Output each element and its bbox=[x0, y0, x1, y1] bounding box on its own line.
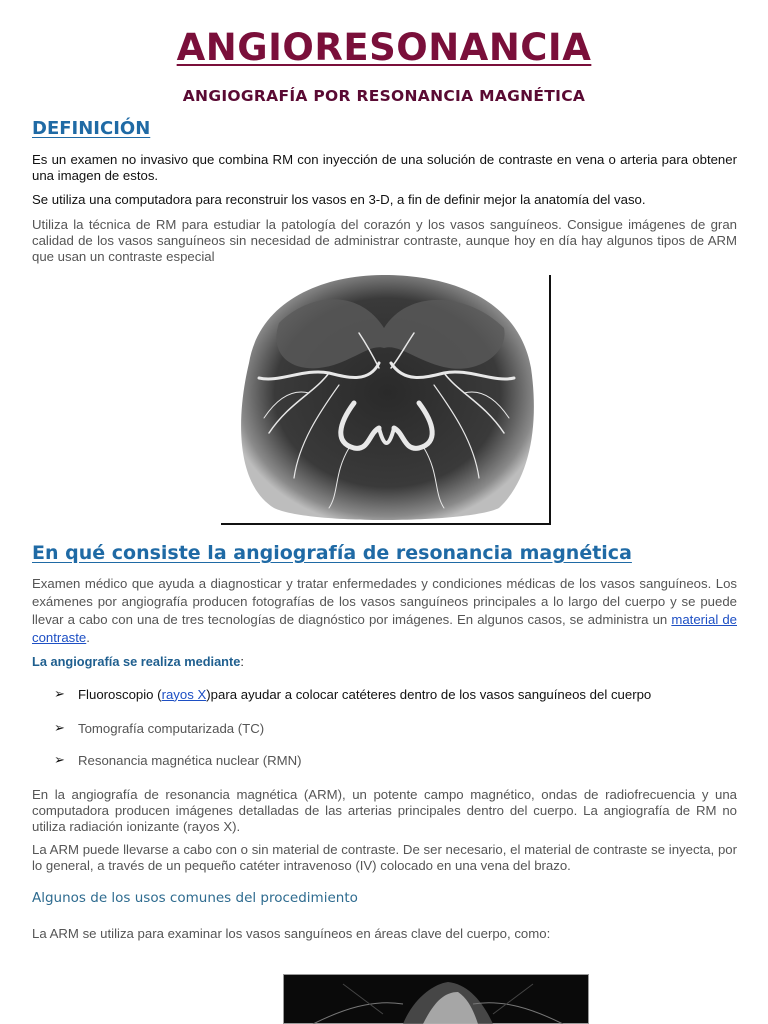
arrow-bullet-icon: ➢ bbox=[54, 752, 66, 767]
list-item bbox=[54, 752, 302, 768]
definicion-paragraph-3: Utiliza la técnica de RM para estudiar la patología del corazón y los vasos sanguíneos. Consigue imágenes de gran calidad de los vasos sanguíneos sin necesidad de administrar contraste, aunque hoy en día hay algunos tipos de ARM que usan un contraste especial bbox=[32, 217, 737, 264]
list-item bbox=[54, 720, 264, 736]
consiste-paragraph-3: La ARM puede llevarse a cabo con o sin material de contraste. De ser necesario, el material de contraste se inyecta, por lo general, a través de un pequeño catéter intravenoso (IV) colocado en una vena del brazo. bbox=[32, 842, 737, 873]
angiografia-lead-colon: : bbox=[240, 654, 244, 669]
definicion-heading: DEFINICIÓN bbox=[32, 118, 151, 139]
page-title: ANGIORESONANCIA bbox=[176, 26, 592, 69]
usos-paragraph-1: La ARM se utiliza para examinar los vasos sanguíneos en áreas clave del cuerpo, como: bbox=[32, 926, 551, 941]
page-subtitle: ANGIOGRAFÍA POR RESONANCIA MAGNÉTICA bbox=[182, 87, 586, 105]
list-item bbox=[54, 686, 651, 702]
list-item-text: Fluoroscopio ( bbox=[78, 686, 162, 702]
mra-brain-image bbox=[219, 273, 553, 526]
consiste-paragraph-1-end: . bbox=[86, 630, 90, 645]
usos-heading: Algunos de los usos comunes del procedimiento bbox=[32, 890, 358, 906]
arrow-bullet-icon: ➢ bbox=[54, 720, 66, 735]
list-item-text: Resonancia magnética nuclear (RMN) bbox=[78, 752, 302, 768]
consiste-paragraph-1 bbox=[32, 575, 737, 647]
consiste-heading: En qué consiste la angiografía de resonancia magnética bbox=[32, 542, 632, 564]
definicion-paragraph-2: Se utiliza una computadora para reconstruir los vasos en 3-D, a fin de definir mejor la anatomía del vaso. bbox=[32, 192, 646, 207]
mra-body-image bbox=[283, 974, 589, 1024]
angiografia-lead-text: La angiografía se realiza mediante bbox=[32, 654, 241, 669]
consiste-paragraph-2: En la angiografía de resonancia magnética (ARM), un potente campo magnético, ondas de radiofrecuencia y una computadora producen imágenes detalladas de las arterias principales dentro del cuerpo. La angiografía de RM no utiliza radiación ionizante (rayos X). bbox=[32, 787, 737, 834]
material-contraste-link[interactable]: material de contraste bbox=[32, 612, 737, 645]
definicion-paragraph-1: Es un examen no invasivo que combina RM con inyección de una solución de contraste en vena o arteria para obtener una imagen de estos. bbox=[32, 152, 737, 183]
rayos-x-link[interactable]: rayos X bbox=[161, 686, 207, 702]
list-item-text-end: )para ayudar a colocar catéteres dentro de los vasos sanguíneos del cuerpo bbox=[206, 686, 652, 702]
angiografia-lead bbox=[32, 654, 244, 669]
arrow-bullet-icon: ➢ bbox=[54, 686, 66, 701]
list-item-text: Tomografía computarizada (TC) bbox=[78, 720, 265, 736]
consiste-paragraph-1-text: Examen médico que ayuda a diagnosticar y tratar enfermedades y condiciones médicas de los vasos sanguíneos. Los exámenes por angiografía producen fotografías de los vasos sanguíneos principales a lo largo del cuerpo y se puede llevar a cabo con una de tres tecnologías de diagnóstico por imágenes. En algunos casos, se administra un bbox=[32, 576, 737, 627]
